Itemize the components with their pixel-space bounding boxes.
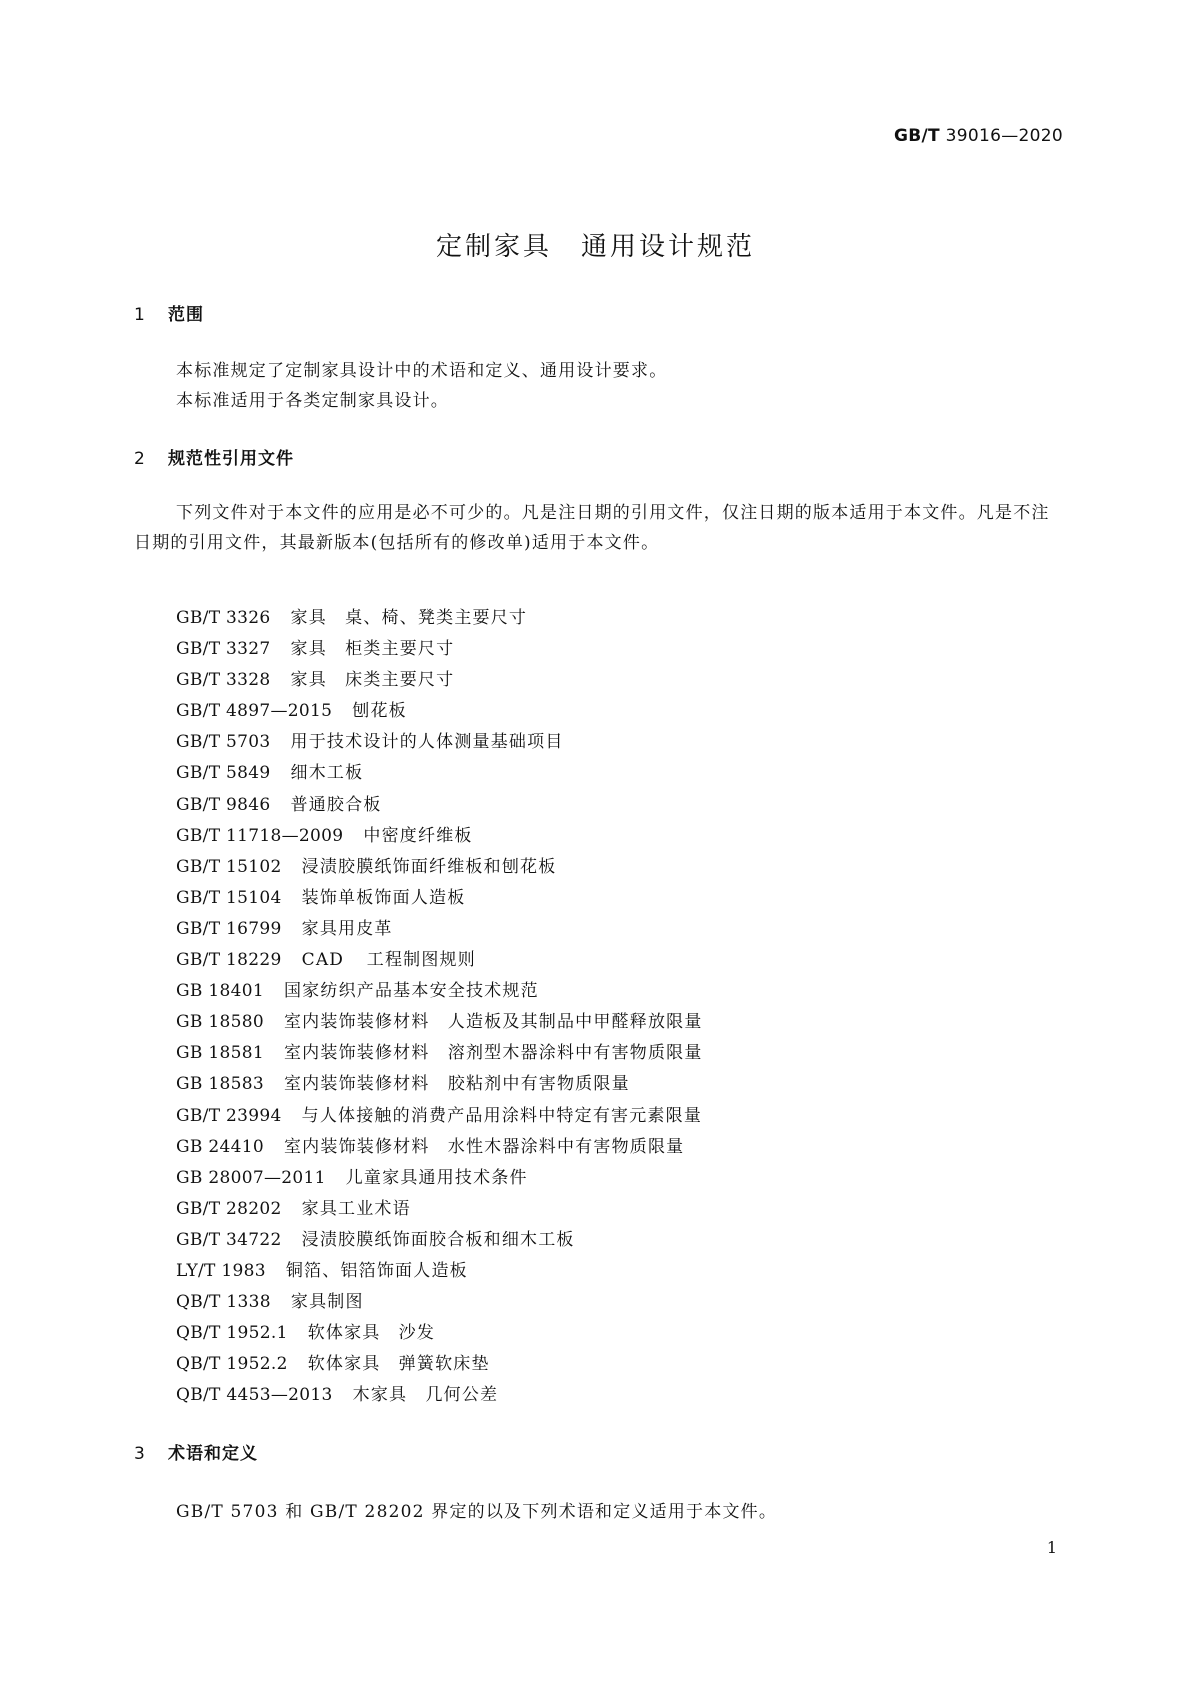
reference-item xyxy=(176,1194,703,1225)
reference-item xyxy=(176,758,703,789)
reference-code: GB 18583 xyxy=(176,1074,264,1095)
reference-item xyxy=(176,665,703,696)
reference-title: 国家纺织产品基本安全技术规范 xyxy=(283,981,539,1002)
reference-item xyxy=(176,1132,703,1163)
reference-title: 用于技术设计的人体测量基础项目 xyxy=(290,732,564,753)
reference-item xyxy=(176,1225,703,1256)
standard-code-prefix: GB/T xyxy=(894,126,940,146)
reference-code: GB 18581 xyxy=(176,1043,264,1064)
reference-item xyxy=(176,1069,703,1100)
reference-item xyxy=(176,1163,703,1194)
section-heading-terms xyxy=(134,1439,258,1464)
reference-code: GB/T 16799 xyxy=(176,918,282,939)
reference-item xyxy=(176,883,703,914)
scope-paragraph: 本标准规定了定制家具设计中的术语和定义、通用设计要求。 xyxy=(176,361,668,381)
reference-code: GB/T 11718—2009 xyxy=(176,825,344,846)
reference-code: GB/T 15104 xyxy=(176,887,282,908)
section-label: 规范性引用文件 xyxy=(168,449,294,469)
reference-title: 刨花板 xyxy=(352,701,407,722)
reference-item xyxy=(176,1007,703,1038)
reference-title: 中密度纤维板 xyxy=(363,825,473,846)
reference-title: 室内装饰装修材料 水性木器涂料中有害物质限量 xyxy=(283,1136,685,1157)
reference-item xyxy=(176,976,703,1007)
reference-code: QB/T 4453—2013 xyxy=(176,1385,333,1406)
reference-title: 儿童家具通用技术条件 xyxy=(345,1167,528,1188)
reference-title: 铜箔、铝箔饰面人造板 xyxy=(285,1260,468,1281)
reference-item xyxy=(176,1101,703,1132)
reference-item xyxy=(176,790,703,821)
reference-item xyxy=(176,1038,703,1069)
page-number: 1 xyxy=(1046,1538,1057,1557)
reference-item xyxy=(176,852,703,883)
reference-code: QB/T 1338 xyxy=(176,1292,271,1313)
reference-item xyxy=(176,727,703,758)
reference-title: 室内装饰装修材料 胶粘剂中有害物质限量 xyxy=(283,1074,630,1095)
scope-paragraph: 本标准适用于各类定制家具设计。 xyxy=(176,391,449,411)
reference-title: 软体家具 沙发 xyxy=(307,1323,436,1344)
reference-code: GB 24410 xyxy=(176,1136,264,1157)
reference-code: QB/T 1952.1 xyxy=(176,1323,288,1344)
reference-item xyxy=(176,1256,703,1287)
reference-code: GB/T 23994 xyxy=(176,1105,282,1126)
reference-code: GB/T 28202 xyxy=(176,1198,282,1219)
reference-title: 与人体接触的消费产品用涂料中特定有害元素限量 xyxy=(301,1105,703,1126)
reference-title: 普通胶合板 xyxy=(290,794,382,815)
reference-item xyxy=(176,603,703,634)
standard-code xyxy=(894,126,1063,146)
reference-item xyxy=(176,696,703,727)
section-number: 2 xyxy=(134,449,145,469)
section-label: 术语和定义 xyxy=(168,1444,258,1464)
reference-title: 软体家具 弹簧软床垫 xyxy=(307,1354,490,1375)
reference-title: 室内装饰装修材料 人造板及其制品中甲醛释放限量 xyxy=(283,1012,703,1033)
reference-code: GB/T 9846 xyxy=(176,794,271,815)
reference-title: 装饰单板饰面人造板 xyxy=(301,887,466,908)
reference-code: GB/T 4897—2015 xyxy=(176,701,333,722)
reference-code: QB/T 1952.2 xyxy=(176,1354,288,1375)
reference-code: GB/T 3326 xyxy=(176,608,271,628)
reference-code: GB/T 3327 xyxy=(176,639,271,660)
reference-title: 家具工业术语 xyxy=(301,1198,411,1219)
reference-title: 家具用皮革 xyxy=(301,918,393,939)
reference-code: GB/T 5849 xyxy=(176,763,271,784)
reference-title: 浸渍胶膜纸饰面纤维板和刨花板 xyxy=(301,856,557,877)
reference-code: GB/T 3328 xyxy=(176,670,271,691)
reference-title: 家具 柜类主要尺寸 xyxy=(290,639,455,660)
section-heading-normative-references xyxy=(134,444,294,469)
section-heading-scope xyxy=(134,300,204,325)
reference-code: GB 18580 xyxy=(176,1012,264,1033)
section-label: 范围 xyxy=(168,305,204,325)
references-intro: 下列文件对于本文件的应用是必不可少的。凡是注日期的引用文件，仅注日期的版本适用于本文件。凡是不注日期的引用文件，其最新版本(包括所有的修改单)适用于本文件。 xyxy=(134,503,1050,553)
section-number: 3 xyxy=(134,1444,145,1464)
section-number: 1 xyxy=(134,305,145,325)
terms-intro: GB/T 5703 和 GB/T 28202 界定的以及下列术语和定义适用于本文件。 xyxy=(176,1502,778,1522)
reference-item xyxy=(176,914,703,945)
reference-item xyxy=(176,821,703,852)
reference-title: 家具制图 xyxy=(290,1292,364,1313)
reference-title: 室内装饰装修材料 溶剂型木器涂料中有害物质限量 xyxy=(283,1043,703,1064)
reference-title: CAD 工程制图规则 xyxy=(301,950,476,971)
reference-code: GB 18401 xyxy=(176,981,264,1002)
standard-code-number: 39016—2020 xyxy=(945,126,1063,146)
reference-title: 家具 桌、椅、凳类主要尺寸 xyxy=(290,608,528,628)
reference-list xyxy=(176,603,703,1411)
reference-item xyxy=(176,1318,703,1349)
reference-code: GB/T 5703 xyxy=(176,732,271,753)
reference-title: 木家具 几何公差 xyxy=(352,1385,499,1406)
reference-title: 细木工板 xyxy=(290,763,364,784)
reference-title: 浸渍胶膜纸饰面胶合板和细木工板 xyxy=(301,1229,575,1250)
reference-title: 家具 床类主要尺寸 xyxy=(290,670,455,691)
reference-item xyxy=(176,1349,703,1380)
reference-code: LY/T 1983 xyxy=(176,1260,266,1281)
reference-item xyxy=(176,1380,703,1411)
reference-code: GB/T 15102 xyxy=(176,856,282,877)
reference-item xyxy=(176,1287,703,1318)
reference-code: GB 28007—2011 xyxy=(176,1167,326,1188)
reference-item xyxy=(176,945,703,976)
document-title: 定制家具 通用设计规范 xyxy=(435,232,755,262)
reference-code: GB/T 18229 xyxy=(176,950,282,971)
reference-code: GB/T 34722 xyxy=(176,1229,282,1250)
reference-item xyxy=(176,634,703,665)
